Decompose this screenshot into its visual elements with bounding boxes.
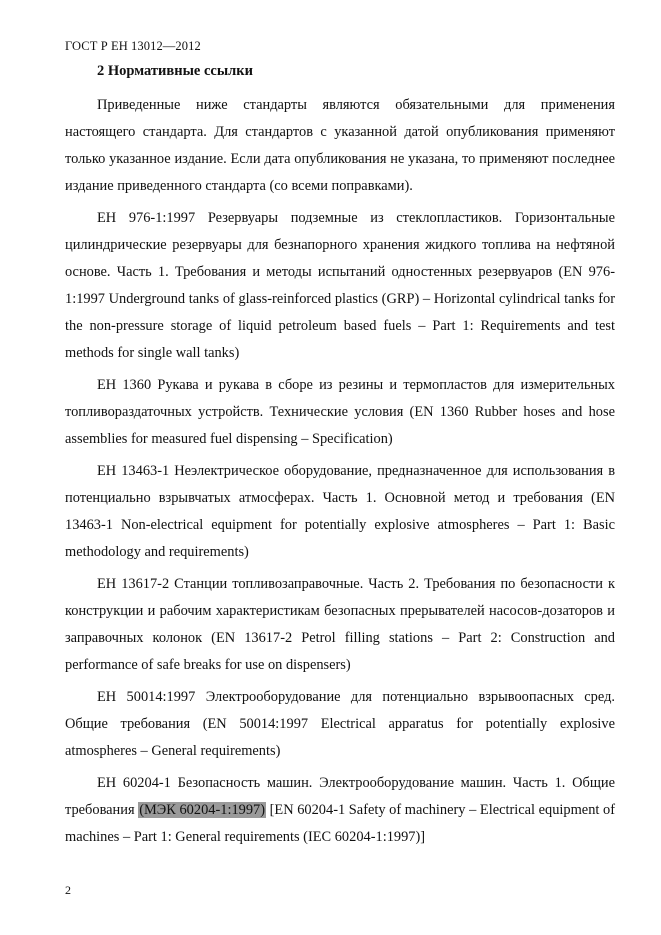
paragraph-intro: Приведенные ниже стандарты являются обязательными для применения настоящего стандарта. Для стандартов с указанной датой опубликования применяют только указанное издание. Если дата опубликования не указана, то применяют последнее издание приведенного стандарта (со всеми поправками).	[65, 97, 615, 194]
document-body	[65, 92, 615, 856]
page-number: 2	[65, 883, 71, 897]
standard-header: ГОСТ Р ЕН 13012—2012	[65, 39, 201, 53]
reference-en-1360: ЕН 1360 Рукава и рукава в сборе из резины и термопластов для измерительных топливораздаточных устройств. Технические условия (EN 1360 Rubber hoses and hose assemblies for measured fuel dispensing – Specification)	[65, 377, 615, 447]
section-title: 2 Нормативные ссылки	[97, 63, 253, 79]
reference-text-start: ЕН 60204-1 Безопасность машин. Электрооборудование машин. Часть 1. Общие требования	[65, 775, 615, 818]
reference-text-end: [EN 60204-1 Safety of machinery – Electrical equipment of machines – Part 1: General requirements (IEC 60204-1:1997)]	[65, 802, 615, 845]
reference-en-13463-1: ЕН 13463-1 Неэлектрическое оборудование, предназначенное для использования в потенциально взрывчатых атмосферах. Часть 1. Основной метод и требования (EN 13463-1 Non-electrical equipment for potentially explosive atmospheres – Part 1: Basic methodology and requirements)	[65, 463, 615, 560]
highlighted-reference: (МЭК 60204-1:1997)	[139, 802, 266, 818]
reference-en-60204-1	[65, 770, 615, 851]
reference-en-50014: ЕН 50014:1997 Электрооборудование для потенциально взрывоопасных сред. Общие требования (EN 50014:1997 Electrical apparatus for potentially explosive atmospheres – General requirements)	[65, 689, 615, 759]
reference-en-976-1: ЕН 976-1:1997 Резервуары подземные из стеклопластиков. Горизонтальные цилиндрические резервуары для безнапорного хранения жидкого топлива на нефтяной основе. Часть 1. Требования и методы испытаний одностенных резервуаров (EN 976-1:1997 Underground tanks of glass-reinforced plastics (GRP) – Horizontal cylindrical tanks for the non-pressure storage of liquid petroleum based fuels – Part 1: Requirements and test methods for single wall tanks)	[65, 210, 615, 361]
reference-en-13617-2: ЕН 13617-2 Станции топливозаправочные. Часть 2. Требования по безопасности к конструкции и рабочим характеристикам безопасных прерывателей насосов-дозаторов и заправочных колонок (EN 13617-2 Petrol filling stations – Part 2: Construction and performance of safe breaks for use on dispensers)	[65, 576, 615, 673]
